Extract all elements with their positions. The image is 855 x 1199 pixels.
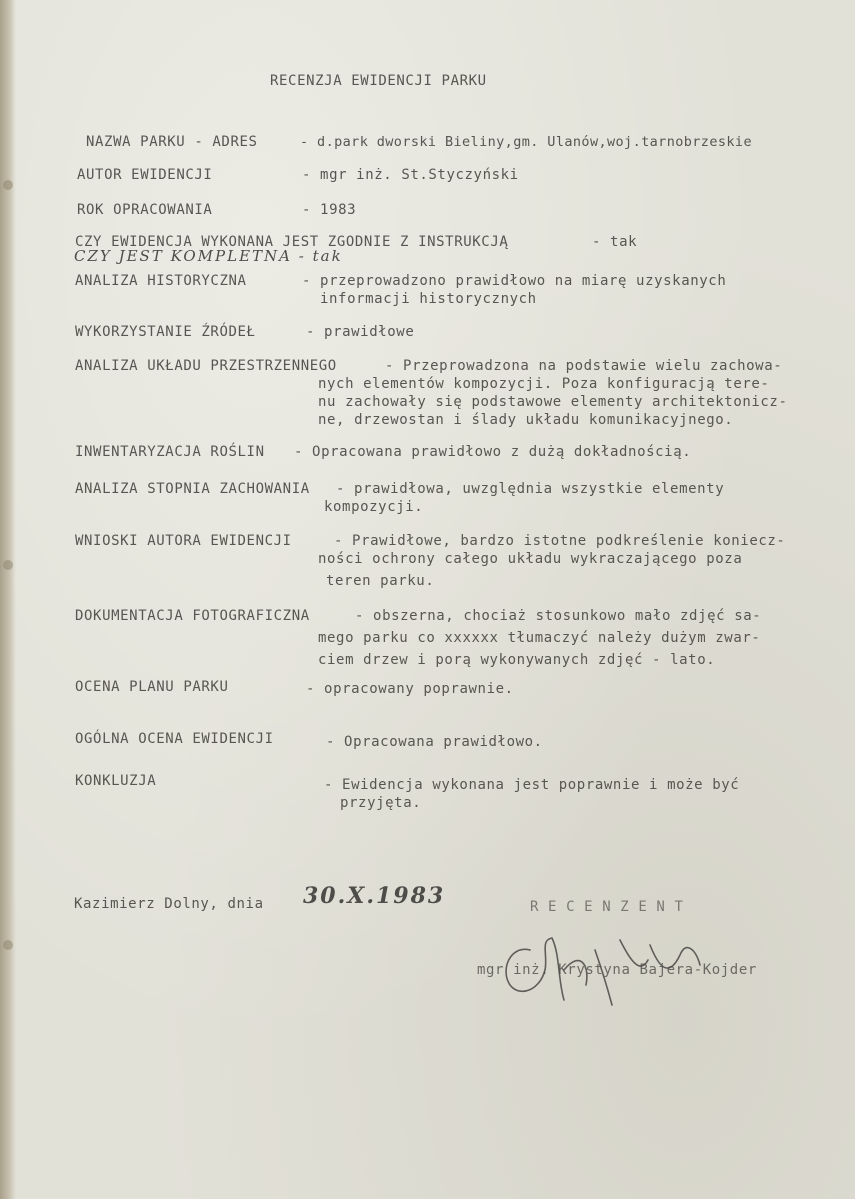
field-value-conclusion-line: przyjęta. [340, 795, 422, 811]
field-value-author-conclusions-line: teren parku. [326, 573, 435, 589]
field-label-photo-documentation: DOKUMENTACJA FOTOGRAFICZNA [75, 608, 310, 624]
field-value-park-plan-assessment: - opracowany poprawnie. [306, 681, 514, 697]
field-value-overall-assessment: - Opracowana prawidłowo. [326, 734, 543, 750]
field-value-conclusion-line: - Ewidencja wykonana jest poprawnie i może być [324, 777, 740, 793]
field-label-park-name: NAZWA PARKU - ADRES [86, 134, 258, 150]
field-value-spatial-analysis-line: ne, drzewostan i ślady układu komunikacyjnego. [318, 412, 734, 428]
field-value-author-conclusions-line: ności ochrony całego układu wykraczającego poza [318, 551, 743, 567]
field-value-historical-analysis-line: - przeprowadzono prawidłowo na miarę uzyskanych [302, 273, 727, 289]
handwritten-date: 30.X.1983 [303, 883, 446, 909]
field-label-sources: WYKORZYSTANIE ŹRÓDEŁ [75, 324, 256, 340]
field-value-spatial-analysis-line: nu zachowały się podstawowe elementy architektonicz- [318, 394, 788, 410]
field-label-park-plan-assessment: OCENA PLANU PARKU [75, 679, 229, 695]
field-value-photo-documentation-line: ciem drzew i porą wykonywanych zdjęć - lato. [318, 652, 716, 668]
field-value-sources: - prawidłowe [306, 324, 415, 340]
reviewer-signature [490, 910, 750, 1020]
field-label-historical-analysis: ANALIZA HISTORYCZNA [75, 273, 247, 289]
field-label-compliance: CZY EWIDENCJA WYKONANA JEST ZGODNIE Z INSTRUKCJĄ [75, 234, 509, 250]
field-label-conclusion: KONKLUZJA [75, 773, 157, 789]
document-title: RECENZJA EWIDENCJI PARKU [270, 73, 487, 89]
field-value-preservation-analysis-line: kompozycji. [324, 499, 424, 515]
field-value-spatial-analysis-line: - Przeprowadzona na podstawie wielu zachowa- [385, 358, 783, 374]
field-value-compliance: - tak [592, 234, 638, 250]
punch-hole [3, 560, 13, 570]
field-value-spatial-analysis-line: nych elementów kompozycji. Poza konfiguracją tere- [318, 376, 770, 392]
field-value-plant-inventory: - Opracowana prawidłowo z dużą dokładnością. [294, 444, 692, 460]
field-label-author: AUTOR EWIDENCJI [77, 167, 213, 183]
reviewer-heading: R E C E N Z E N T [530, 899, 684, 915]
field-label-overall-assessment: OGÓLNA OCENA EWIDENCJI [75, 731, 274, 747]
field-value-historical-analysis-line: informacji historycznych [320, 291, 537, 307]
reviewer-name: mgr inż. Krystyna Bajera-Kojder [477, 962, 757, 978]
field-value-photo-documentation-line: - obszerna, chociaż stosunkowo mało zdjęć sa- [355, 608, 762, 624]
field-value-park-name: - d.park dworski Bieliny,gm. Ulanów,woj.tarnobrzeskie [300, 134, 752, 150]
field-value-photo-documentation-line: mego parku co xxxxxx tłumaczyć należy dużym zwar- [318, 630, 761, 646]
place-date-label: Kazimierz Dolny, dnia [74, 896, 264, 912]
field-label-plant-inventory: INWENTARYZACJA ROŚLIN [75, 444, 265, 460]
field-value-preservation-analysis-line: - prawidłowa, uwzględnia wszystkie elementy [336, 481, 725, 497]
field-value-author: - mgr inż. St.Styczyński [302, 167, 519, 183]
field-value-year: - 1983 [302, 202, 357, 218]
punch-hole [3, 180, 13, 190]
field-label-spatial-analysis: ANALIZA UKŁADU PRZESTRZENNEGO [75, 358, 337, 374]
punch-hole [3, 940, 13, 950]
field-label-year: ROK OPRACOWANIA [77, 202, 213, 218]
field-label-preservation-analysis: ANALIZA STOPNIA ZACHOWANIA [75, 481, 310, 497]
field-value-author-conclusions-line: - Prawidłowe, bardzo istotne podkreślenie koniecz- [334, 533, 786, 549]
handwritten-note: CZY JEST KOMPLETNA - tak [74, 247, 343, 265]
field-label-author-conclusions: WNIOSKI AUTORA EWIDENCJI [75, 533, 292, 549]
